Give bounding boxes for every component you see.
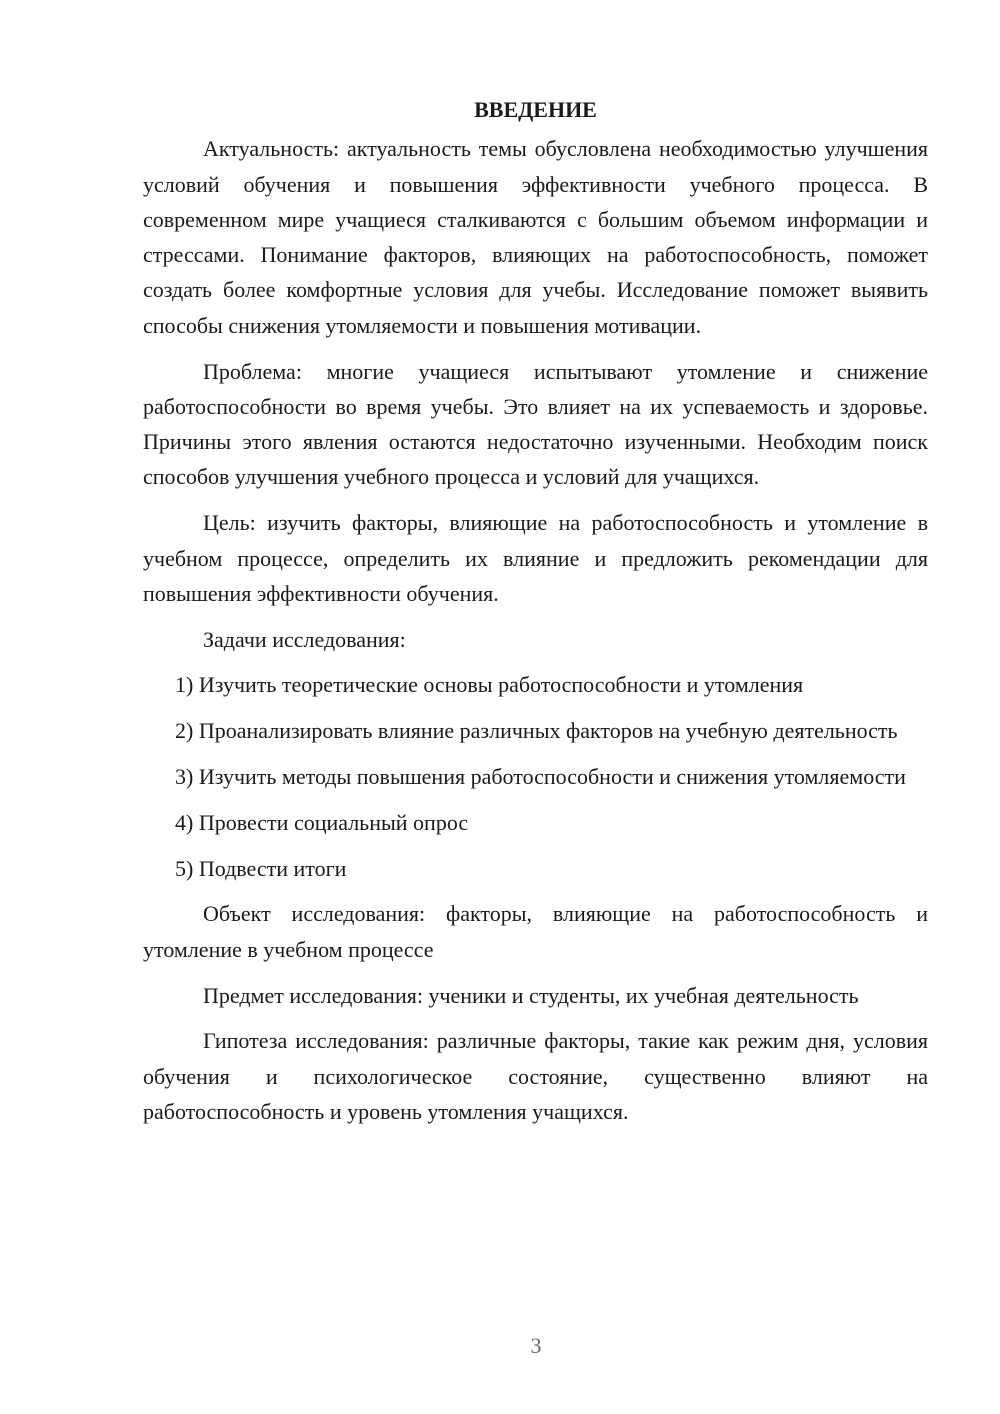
page-number: 3 xyxy=(530,1333,542,1358)
hypothesis-paragraph: Гипотеза исследования: различные факторы, такие как режим дня, условия обучения и психологическое состояние, существенно влияют на работоспособность и уровень утомления учащихся. xyxy=(143,1028,928,1124)
list-item: 5) Подвести итоги xyxy=(175,855,347,881)
object-paragraph: Объект исследования: факторы, влияющие на работоспособность и утомление в учебном процессе xyxy=(143,901,928,962)
tasks-list xyxy=(143,667,928,885)
relevance-paragraph: Актуальность: актуальность темы обусловлена необходимостью улучшения условий обучения и повышения эффективности учебного процесса. В современном мире учащиеся сталкиваются с большим объемом информации и стрессами. Понимание факторов, влияющих на работоспособность, поможет создать более комфортные условия для учебы. Исследование поможет выявить способы снижения утомляемости и повышения мотивации. xyxy=(143,136,928,338)
problem-paragraph: Проблема: многие учащиеся испытывают утомление и снижение работоспособности во время учебы. Это влияет на их успеваемость и здоровье. Причины этого явления остаются недостаточно изученными. Необходим поиск способов улучшения учебного процесса и условий для учащихся. xyxy=(143,358,928,490)
tasks-heading: Задачи исследования: xyxy=(203,626,406,652)
page-title: ВВЕДЕНИЕ xyxy=(474,97,597,122)
list-item: 4) Провести социальный опрос xyxy=(175,809,469,835)
list-item: 2) Проанализировать влияние различных факторов на учебную деятельность xyxy=(175,718,898,744)
subject-paragraph: Предмет исследования: ученики и студенты, их учебная деятельность xyxy=(203,982,859,1008)
document-page xyxy=(143,92,928,1140)
list-item: 3) Изучить методы повышения работоспособности и снижения утомляемости xyxy=(175,764,906,790)
goal-paragraph: Цель: изучить факторы, влияющие на работоспособность и утомление в учебном процессе, определить их влияние и предложить рекомендации для повышения эффективности обучения. xyxy=(143,510,928,606)
list-item: 1) Изучить теоретические основы работоспособности и утомления xyxy=(175,672,804,698)
